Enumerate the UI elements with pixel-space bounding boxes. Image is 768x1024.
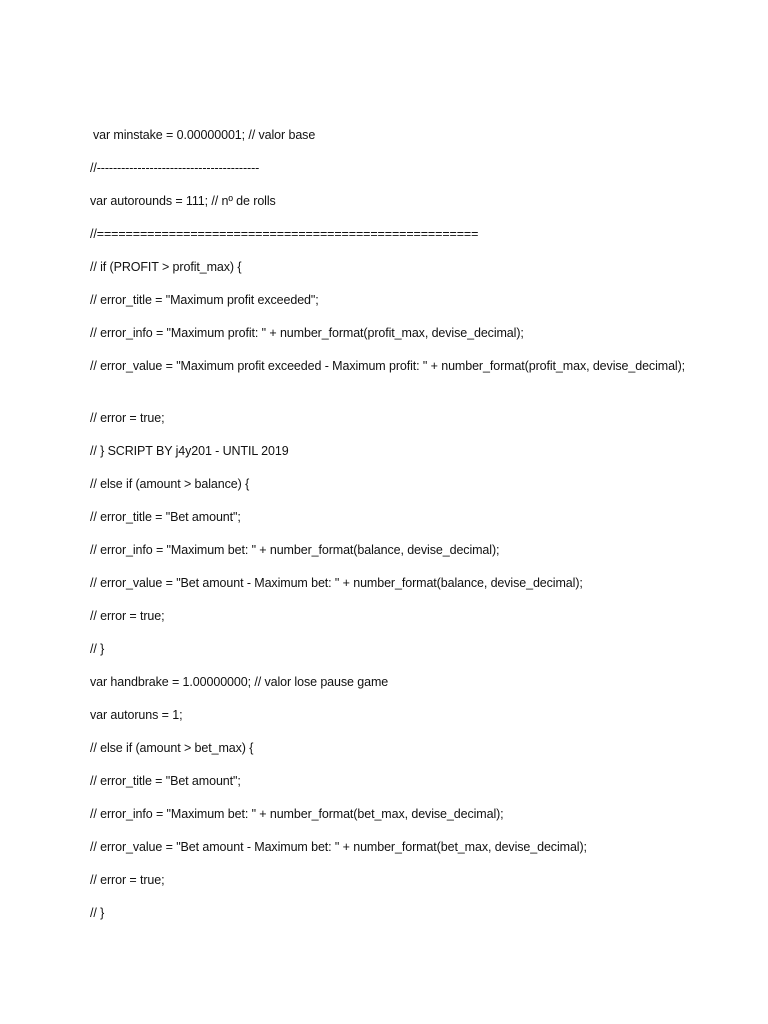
code-line: //---------------------------------------- — [90, 161, 260, 175]
code-line: // if (PROFIT > profit_max) { — [90, 260, 242, 274]
code-line: // else if (amount > balance) { — [90, 477, 250, 491]
code-line: // else if (amount > bet_max) { — [90, 741, 254, 755]
code-line: // error_info = "Maximum profit: " + number_format(profit_max, devise_decimal); — [90, 326, 524, 340]
code-line: // error_value = "Bet amount - Maximum bet: " + number_format(balance, devise_decimal); — [90, 576, 583, 590]
code-line: // error_value = "Bet amount - Maximum bet: " + number_format(bet_max, devise_decimal); — [90, 840, 587, 854]
code-line: // error_info = "Maximum bet: " + number_format(balance, devise_decimal); — [90, 543, 500, 557]
code-line: // error_title = "Maximum profit exceeded"; — [90, 293, 319, 307]
code-line: var autorounds = 111; // nº de rolls — [90, 194, 276, 208]
code-line: // } — [90, 642, 105, 656]
code-listing — [90, 126, 730, 937]
code-line: // error = true; — [90, 411, 165, 425]
code-line: var minstake = 0.00000001; // valor base — [93, 128, 316, 142]
code-line: // error_title = "Bet amount"; — [90, 774, 241, 788]
code-line: // error = true; — [90, 873, 165, 887]
code-line: // } SCRIPT BY j4y201 - UNTIL 2019 — [90, 444, 289, 458]
code-line: var autoruns = 1; — [90, 708, 183, 722]
code-line: // error = true; — [90, 609, 165, 623]
code-line: var handbrake = 1.00000000; // valor lose pause game — [90, 675, 389, 689]
code-line: // error_value = "Maximum profit exceeded - Maximum profit: " + number_format(profit_max, devise_decimal); — [90, 359, 686, 373]
code-line: // } — [90, 906, 105, 920]
code-line: //===================================================== — [90, 227, 479, 241]
code-line: // error_title = "Bet amount"; — [90, 510, 241, 524]
code-line: // error_info = "Maximum bet: " + number_format(bet_max, devise_decimal); — [90, 807, 504, 821]
